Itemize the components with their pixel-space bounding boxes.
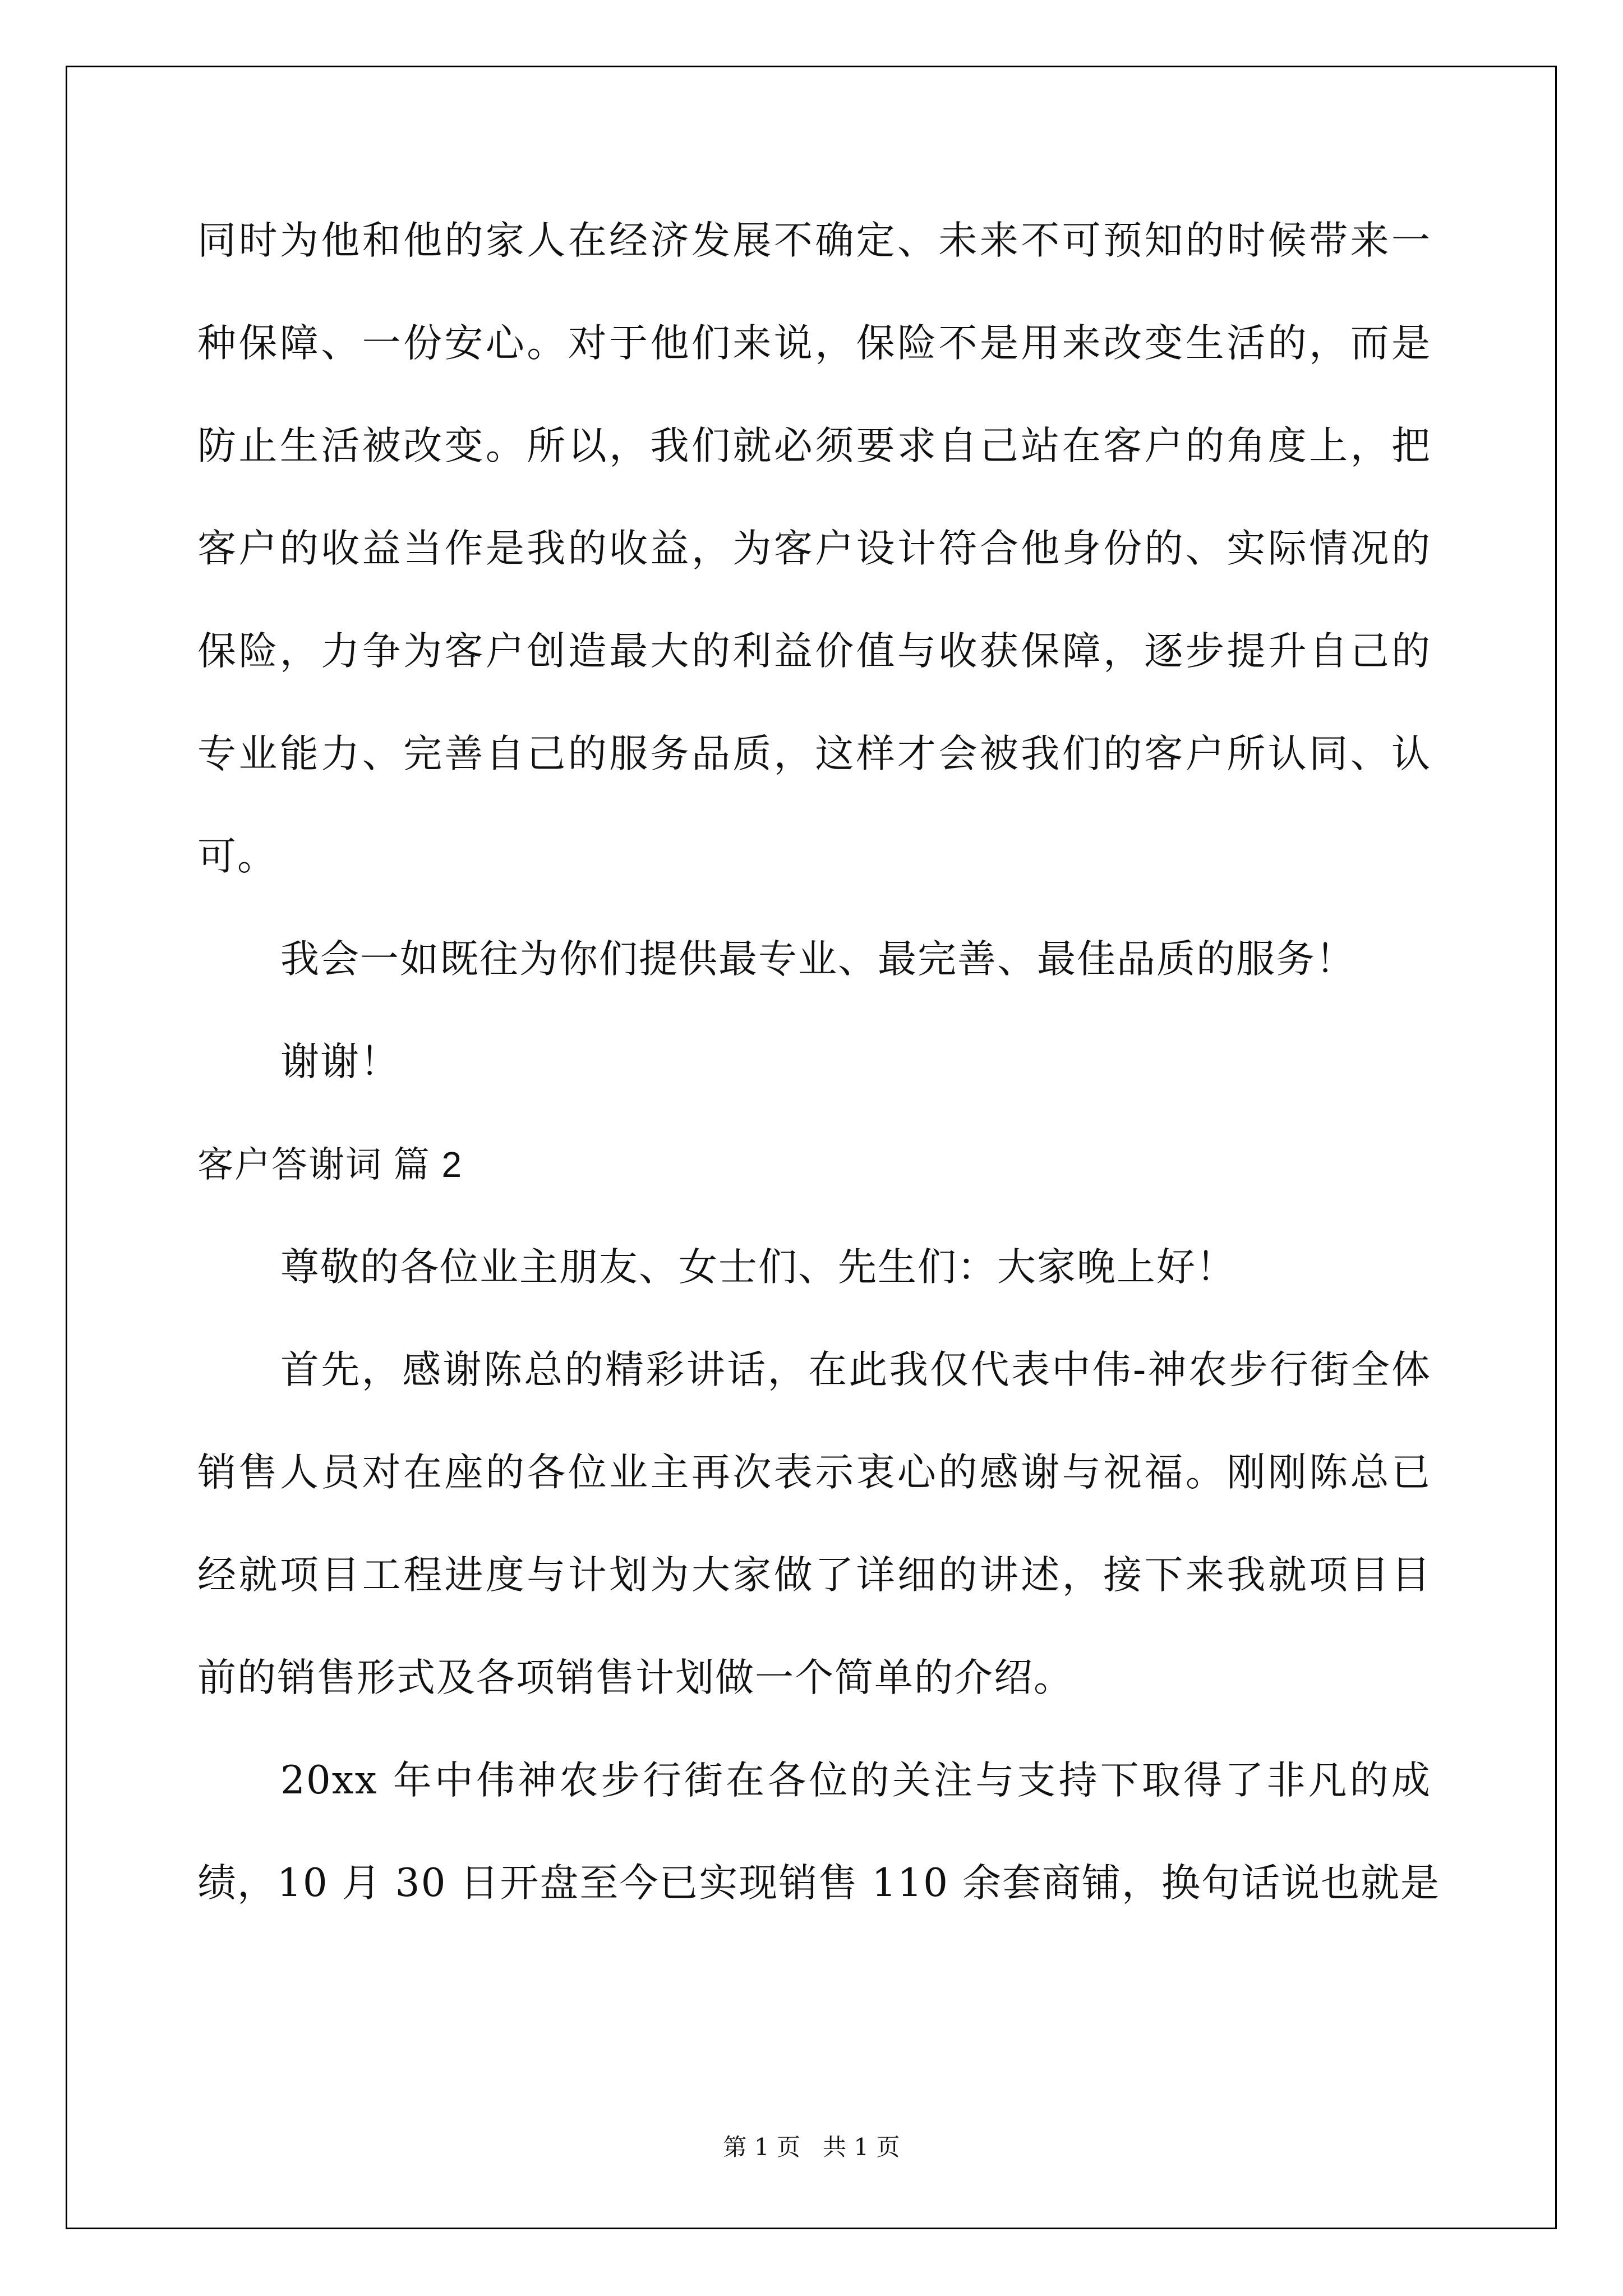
paragraph-line: 同时为他和他的家人在经济发展不确定、未来不可预知的时候带来一 bbox=[197, 218, 1431, 263]
paragraph-line: 首先，感谢陈总的精彩讲话，在此我仅代表中伟-神农步行街全体 bbox=[280, 1347, 1431, 1392]
paragraph-line: 种保障、一份安心。对于他们来说，保险不是用来改变生活的，而是 bbox=[197, 321, 1431, 366]
paragraph-line: 可。 bbox=[197, 834, 277, 879]
paragraph: 谢谢！ bbox=[280, 1039, 400, 1084]
paragraph-line: 20xx 年中伟神农步行街在各位的关注与支持下取得了非凡的成 bbox=[280, 1758, 1431, 1803]
paragraph-line: 防止生活被改变。所以，我们就必须要求自己站在客户的角度上，把 bbox=[197, 424, 1431, 468]
page-number-footer: 第 1 页 共 1 页 bbox=[723, 2133, 900, 2161]
paragraph-line: 绩，10 月 30 日开盘至今已实现销售 110 余套商铺，换句话说也就是 bbox=[197, 1861, 1440, 1906]
paragraph: 我会一如既往为你们提供最专业、最完善、最佳品质的服务！ bbox=[280, 937, 1355, 982]
section-heading: 客户答谢词 篇 2 bbox=[197, 1144, 463, 1185]
paragraph-line: 保险，力争为客户创造最大的利益价值与收获保障，逐步提升自己的 bbox=[197, 629, 1431, 674]
paragraph-line: 前的销售形式及各项销售计划做一个简单的介绍。 bbox=[197, 1655, 1073, 1700]
paragraph-line: 经就项目工程进度与计划为大家做了详细的讲述，接下来我就项目目 bbox=[197, 1553, 1431, 1598]
greeting: 尊敬的各位业主朋友、女士们、先生们：大家晚上好！ bbox=[280, 1245, 1236, 1290]
paragraph-line: 客户的收益当作是我的收益，为客户设计符合他身份的、实际情况的 bbox=[197, 526, 1431, 571]
paragraph-line: 销售人员对在座的各位业主再次表示衷心的感谢与祝福。刚刚陈总已 bbox=[197, 1450, 1431, 1495]
paragraph-line: 专业能力、完善自己的服务品质，这样才会被我们的客户所认同、认 bbox=[197, 731, 1431, 776]
